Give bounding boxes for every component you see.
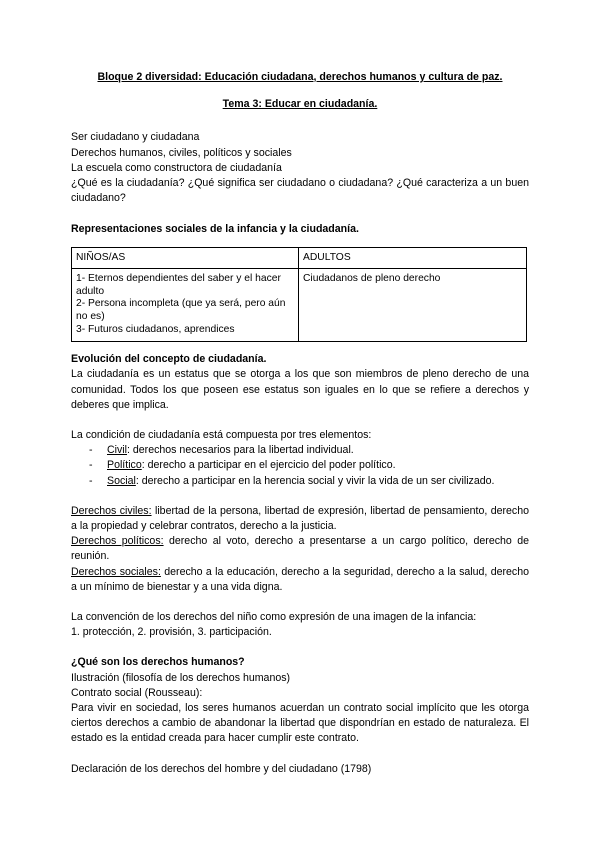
element-term: Civil xyxy=(107,444,128,457)
evolucion-paragraph: La ciudadanía es un estatus que se otorga a los que son miembros de pleno derecho de una comunidad. Todos los que poseen ese estatus son iguales en lo que se refiere a derechos y deberes que implica. xyxy=(71,368,529,411)
list-item xyxy=(89,443,529,458)
ddhh-line: Ilustración (filosofía de los derechos humanos) xyxy=(71,671,291,684)
representaciones-heading: Representaciones sociales de la infancia y la ciudadanía. xyxy=(71,223,359,236)
elements-intro: La condición de ciudadanía está compuesta por tres elementos: xyxy=(71,429,372,441)
derechos-sociales xyxy=(71,565,529,595)
table-header-ninos: NIÑOS/AS xyxy=(72,247,299,269)
element-term: Político xyxy=(107,459,142,472)
list-item xyxy=(89,474,529,489)
derechos-text: derecho al voto, derecho a presentarse a un cargo político, derecho de reunión. xyxy=(71,535,530,563)
element-text: : derechos necesarios para la libertad individual. xyxy=(127,444,354,457)
element-text: : derecho a participar en la herencia social y vivir la vida de un ser civilizado. xyxy=(135,474,495,487)
table-header-adultos: ADULTOS xyxy=(299,247,527,269)
document-title: Bloque 2 diversidad: Educación ciudadana, derechos humanos y cultura de paz. xyxy=(97,71,503,83)
ddhh-line: Contrato social (Rousseau): xyxy=(71,686,203,699)
table-row xyxy=(72,247,527,269)
evolucion-heading: Evolución del concepto de ciudadanía. xyxy=(71,353,267,366)
document-page xyxy=(71,70,529,777)
convencion-line: La convención de los derechos del niño como expresión de una imagen de la infancia: xyxy=(71,611,477,624)
table-row xyxy=(72,269,527,342)
derechos-text: libertad de la persona, libertad de expresión, libertad de pensamiento, derecho a la propiedad y celebrar contratos, derecho a la justicia. xyxy=(71,504,529,533)
list-item: 3- Futuros ciudadanos, aprendices xyxy=(76,323,235,335)
topic-title: Tema 3: Educar en ciudadanía. xyxy=(222,98,378,111)
intro-line: Ser ciudadano y ciudadana xyxy=(71,131,200,144)
derechos-term: Derechos sociales: xyxy=(71,565,161,578)
derechos-politicos xyxy=(71,534,529,564)
declaracion-line: Declaración de los derechos del hombre y del ciudadano (1798) xyxy=(71,762,372,775)
table-cell-ninos xyxy=(72,269,299,342)
elements-list xyxy=(71,443,529,489)
ddhh-paragraph: Para vivir en sociedad, los seres humanos acuerdan un contrato social implícito que les otorga ciertos derechos a cambio de abandonar la libertad que dispondrían en estado de naturaleza. El estado es la entidad creada para hacer cumplir este contrato. xyxy=(71,702,529,745)
table-cell-adultos: Ciudadanos de pleno derecho xyxy=(299,269,527,342)
ddhh-heading: ¿Qué son los derechos humanos? xyxy=(71,656,245,669)
representaciones-table xyxy=(71,247,527,343)
intro-line: La escuela como constructora de ciudadanía xyxy=(71,161,282,174)
element-text: : derecho a participar en el ejercicio del poder político. xyxy=(141,459,396,472)
element-term: Social xyxy=(107,474,136,487)
derechos-civiles xyxy=(71,504,529,534)
intro-line: Derechos humanos, civiles, políticos y sociales xyxy=(71,146,292,159)
list-item: 1- Eternos dependientes del saber y el hacer adulto xyxy=(76,273,281,297)
convencion-list: 1. protección, 2. provisión, 3. participación. xyxy=(71,626,272,639)
derechos-text: derecho a la educación, derecho a la seguridad, derecho a la salud, derecho a un mínimo de bienestar y a una vida digna. xyxy=(71,565,529,593)
derechos-term: Derechos políticos: xyxy=(71,535,164,548)
list-item xyxy=(89,458,529,473)
intro-question: ¿Qué es la ciudadanía? ¿Qué significa ser ciudadano o ciudadana? ¿Qué caracteriza a un buen ciudadano? xyxy=(71,177,529,205)
derechos-term: Derechos civiles: xyxy=(71,504,152,517)
list-item: 2- Persona incompleta (que ya será, pero aún no es) xyxy=(76,298,286,322)
